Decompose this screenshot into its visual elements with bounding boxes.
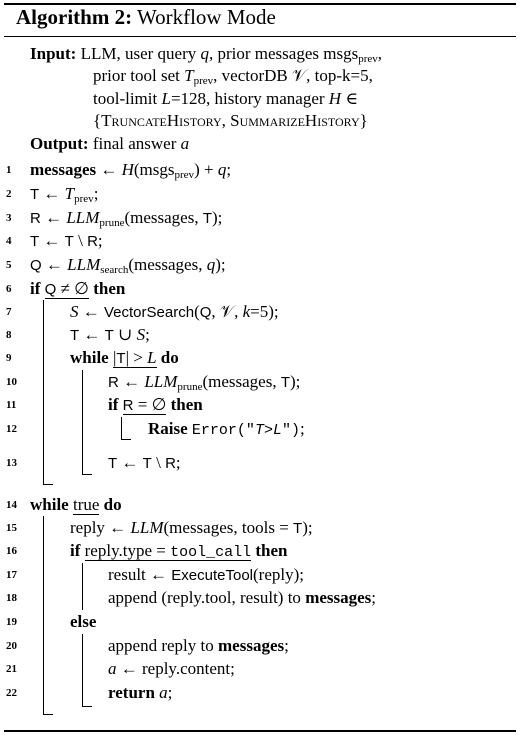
code-line-16: if reply.type = tool_call then [70,541,288,561]
line-number: 2 [6,188,12,200]
code-line-6: if Q ≠ ∅ then [30,279,126,298]
line-number: 11 [6,399,17,411]
line-number: 22 [6,687,17,699]
code-line-15: reply ← LLM(messages, tools = T); [70,518,313,537]
code-line-19: else [70,612,97,631]
code-line-12: Raise Error("T>L"); [148,419,305,439]
code-line-3: R ← $LLM_{prune}(messages$, T); [30,208,223,229]
code-line-17: result ← ExecuteTool(reply); [108,565,304,584]
algorithm-label: Algorithm 2: [16,5,133,29]
code-line-11: if R = ∅ then [108,395,203,414]
code-line-1: messages ← H(msgs$_{prev}$) + q; [30,160,232,181]
code-line-7: S ← VectorSearch(Q, 𝒱, k=5); [70,302,279,321]
input-text-1: LLM, user query q, prior messages msgs$_{prev}$, [80,44,382,65]
code-line-22: return a; [108,683,173,702]
block-end-if1 [43,484,53,485]
line-number: 6 [6,283,12,295]
block-bar-if3 [82,563,83,610]
line-number: 7 [6,306,12,318]
line-number: 4 [6,235,12,247]
input-line-1 [30,44,382,64]
code-line-14: while true do [30,495,122,514]
line-number: 15 [6,522,17,534]
code-line-21: a ← reply.content; [108,659,235,678]
line-number: 3 [6,212,12,224]
code-line-18: append (reply.tool, result) to messages; [108,588,377,607]
output-text: final answer a [92,134,190,153]
line-number: 5 [6,259,12,271]
code-line-13: T ← T \ R; [108,453,181,472]
code-line-10: R ← $LLM_{prune}(messages$, T); [108,372,301,393]
line-number: 14 [6,499,17,511]
line-number: 19 [6,616,17,628]
algorithm-title [16,5,276,30]
block-end-if2 [121,439,131,440]
code-line-2: T ← $T_{prev}$; [30,184,99,205]
line-number: 17 [6,569,17,581]
line-number: 18 [6,592,17,604]
line-number: 8 [6,329,12,341]
block-bar-while2 [43,516,44,714]
code-line-9: while |T| > L do [70,348,179,367]
code-line-5: Q ← $LLM_{search}(messages$, q); [30,255,226,276]
algorithm-name: Workflow Mode [136,5,276,29]
line-number: 12 [6,423,17,435]
code-line-20: append reply to messages; [108,636,289,655]
code-line-4: T ← T \ R; [30,231,103,250]
line-number: 20 [6,640,17,652]
code-line-8: T ← T ∪ S; [70,325,150,344]
line-number: 1 [6,164,12,176]
block-end-while2 [43,714,53,715]
line-number: 16 [6,545,17,557]
line-number: 9 [6,352,12,364]
input-label: Input: [30,44,77,63]
block-bar-if2 [121,417,122,439]
block-bar-if1 [43,300,44,484]
input-line-2: prior tool set $T_{prev}$, vectorDB 𝒱, top-k=5, [93,66,373,87]
line-number: 21 [6,663,17,675]
output-line [30,134,189,154]
bottom-rule [4,730,516,732]
line-number: 10 [6,376,17,388]
block-bar-while1 [82,370,83,474]
block-end-while1 [82,474,92,475]
block-end-else [82,706,92,707]
title-rule [4,36,516,37]
output-label: Output: [30,134,89,153]
line-number: 13 [6,457,17,469]
block-bar-else [82,634,83,706]
input-line-3: tool-limit L=128, history manager H ∈ [93,89,358,108]
input-line-4: {TruncateHistory, SummarizeHistory} [93,111,368,130]
